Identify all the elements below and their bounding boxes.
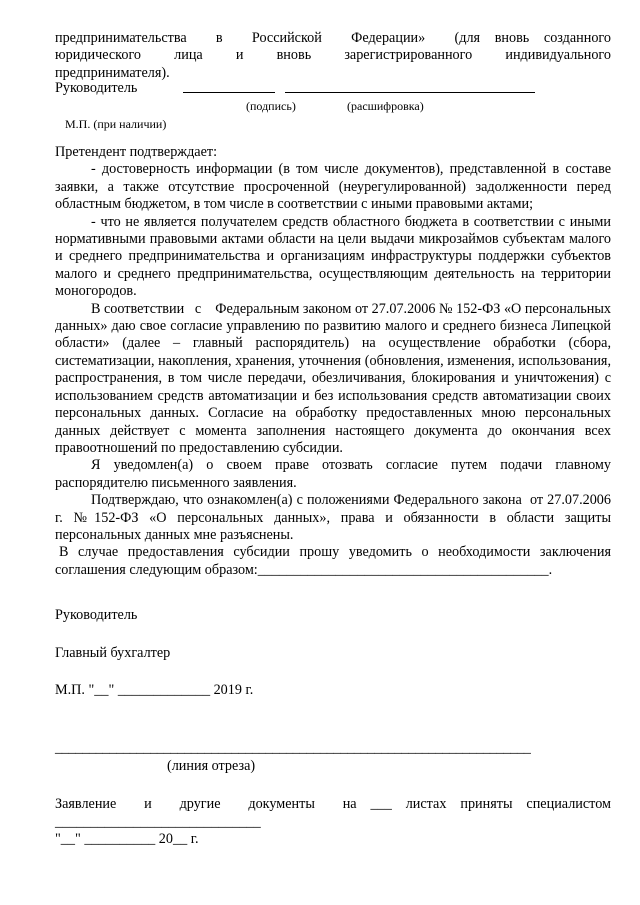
confirm-item-2: - что не является получателем средств областного бюджета в соответствии с иными нормативными правовыми актами области на цели выдачи микрозаймов субъектам малого и среднего предпринимательства и организациям инфраструктуры поддержки субъектов малого и среднего предпринимательства, осуществляющим деятельность на территории моногородов. xyxy=(55,213,611,300)
footer-stamp-date: М.П. "__" _____________ 2019 г. xyxy=(55,681,254,698)
intro-line-3: предпринимателя). xyxy=(55,64,170,81)
accepted-line-2: _____________________________ xyxy=(55,813,261,830)
accepted-date: "__" __________ 20__ г. xyxy=(55,831,199,848)
confirm-item-1: - достоверность информации (в том числе документов), представленной в составе заявки, а также отсутствие просроченной (неурегулированной) задолженности перед областным бюджетом, в том числе в соответствии с иными правовыми актами; xyxy=(55,161,611,213)
signature-captions xyxy=(55,100,611,114)
revoke-paragraph: Я уведомлен(а) о своем праве отозвать согласие путем подачи главному распорядителю письменного заявления. xyxy=(55,457,611,491)
intro-line-2: юридического лица и вновь зарегистрированного индивидуального xyxy=(55,47,611,64)
cut-line: ______________________________________________________________________ xyxy=(55,740,531,757)
intro-line-1: предпринимательства в Российской Федерации» (для вновь созданного xyxy=(55,30,611,46)
footer-accountant-label: Главный бухгалтер xyxy=(55,644,171,661)
decoding-caption: (расшифровка) xyxy=(347,98,424,113)
accepted-line-1: Заявление и другие документы на ___ листах приняты специалистом xyxy=(55,796,611,813)
signature-line xyxy=(183,78,275,93)
stamp-note: М.П. (при наличии) xyxy=(65,116,167,131)
signature-row xyxy=(55,82,611,99)
notify-paragraph: В случае предоставления субсидии прошу уведомить о необходимости заключения соглашения следующим образом:_________________________________________. xyxy=(55,544,611,578)
cut-caption: (линия отреза) xyxy=(167,757,256,774)
familiar-paragraph: Подтверждаю, что ознакомлен(а) с положениями Федерального закона от 27.07.2006 г. №152-ФЗ «О персональных данных», права и обязанности в области защиты персональных данных мне разъяснены. xyxy=(55,492,615,543)
confirm-heading: Претендент подтверждает: xyxy=(55,144,218,161)
head-label: Руководитель xyxy=(55,80,138,97)
document-page xyxy=(55,30,615,848)
decoding-line xyxy=(285,78,535,93)
consent-paragraph: В соответствии с Федеральным законом от 27.07.2006 № 152-ФЗ «О персональных данных» даю свое согласие управлению по развитию малого и среднего бизнеса Липецкой области» (далее – главный распорядитель) на осуществление обработки (сбора, систематизации, накопления, хранения, уточнения (обновления, изменения, использования, распространения, в том числе передачи, обезличивания, блокирования и уничтожения) с использованием средств автоматизации и без использования средств автоматизации своих персональных данных. Согласие на обработку предоставленных мною персональных данных действует с момента заполнения настоящего документа до окончания всех правоотношений по предоставлению субсидии. xyxy=(55,300,615,456)
signature-caption: (подпись) xyxy=(246,98,296,113)
footer-head-label: Руководитель xyxy=(55,607,138,624)
